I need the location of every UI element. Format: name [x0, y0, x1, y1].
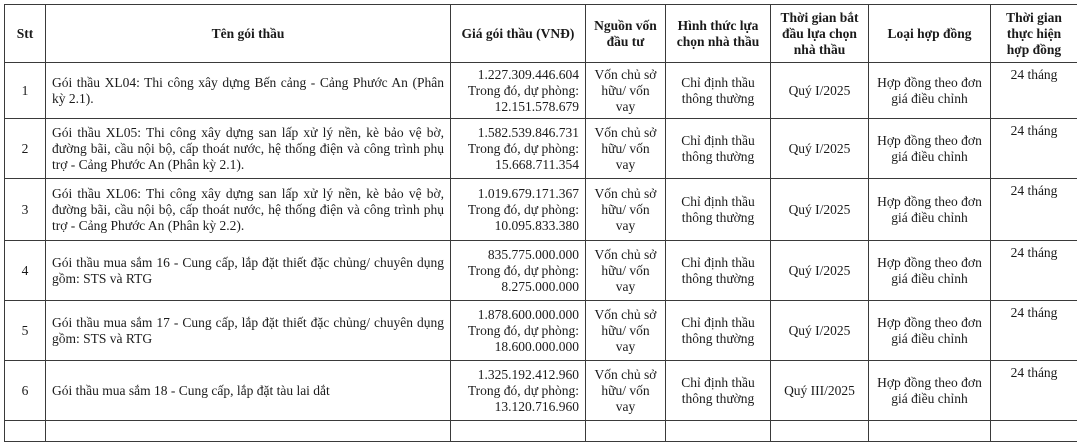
header-price: Giá gói thầu (VNĐ) [451, 5, 586, 63]
partial-cell [666, 421, 771, 442]
row-source: Vốn chủ sở hữu/ vốn vay [586, 301, 666, 361]
row-reserve: 15.668.711.354 [455, 157, 579, 173]
row-reserve-label: Trong đó, dự phòng: [455, 83, 579, 99]
row-duration: 24 tháng [991, 301, 1077, 361]
partial-cell [991, 421, 1077, 442]
row-reserve-label: Trong đó, dự phòng: [455, 141, 579, 157]
header-source: Nguồn vốn đầu tư [586, 5, 666, 63]
row-method: Chỉ định thầu thông thường [666, 301, 771, 361]
row-contract: Hợp đồng theo đơn giá điều chỉnh [869, 63, 991, 119]
row-reserve-label: Trong đó, dự phòng: [455, 383, 579, 399]
row-duration: 24 tháng [991, 63, 1077, 119]
row-reserve: 10.095.833.380 [455, 218, 579, 234]
row-contract: Hợp đồng theo đơn giá điều chỉnh [869, 179, 991, 241]
row-price-cell [451, 119, 586, 179]
header-start: Thời gian bắt đầu lựa chọn nhà thầu [771, 5, 869, 63]
row-method: Chỉ định thầu thông thường [666, 63, 771, 119]
row-start: Quý I/2025 [771, 179, 869, 241]
row-duration: 24 tháng [991, 179, 1077, 241]
row-source: Vốn chủ sở hữu/ vốn vay [586, 241, 666, 301]
row-price: 1.019.679.171.367 [455, 186, 579, 202]
row-price-cell [451, 301, 586, 361]
row-duration: 24 tháng [991, 241, 1077, 301]
row-start: Quý I/2025 [771, 301, 869, 361]
table-row-partial [5, 421, 1077, 442]
header-duration: Thời gian thực hiện hợp đồng [991, 5, 1077, 63]
row-contract: Hợp đồng theo đơn giá điều chỉnh [869, 361, 991, 421]
row-source: Vốn chủ sở hữu/ vốn vay [586, 119, 666, 179]
row-name: Gói thầu mua sắm 18 - Cung cấp, lắp đặt tàu lai dắt [46, 361, 451, 421]
row-price: 1.227.309.446.604 [455, 67, 579, 83]
table-row [5, 361, 1077, 421]
row-start: Quý I/2025 [771, 119, 869, 179]
row-stt: 6 [5, 361, 46, 421]
row-price: 1.878.600.000.000 [455, 307, 579, 323]
row-source: Vốn chủ sở hữu/ vốn vay [586, 63, 666, 119]
table-header-row [5, 5, 1077, 63]
row-reserve: 8.275.000.000 [455, 279, 579, 295]
partial-cell [771, 421, 869, 442]
row-reserve-label: Trong đó, dự phòng: [455, 202, 579, 218]
table-row [5, 63, 1077, 119]
partial-cell [5, 421, 46, 442]
row-contract: Hợp đồng theo đơn giá điều chỉnh [869, 301, 991, 361]
partial-cell [869, 421, 991, 442]
row-start: Quý I/2025 [771, 241, 869, 301]
row-contract: Hợp đồng theo đơn giá điều chỉnh [869, 241, 991, 301]
row-price: 835.775.000.000 [455, 247, 579, 263]
table-row [5, 119, 1077, 179]
row-start: Quý I/2025 [771, 63, 869, 119]
header-contract: Loại hợp đồng [869, 5, 991, 63]
partial-cell [451, 421, 586, 442]
table-row [5, 301, 1077, 361]
row-stt: 2 [5, 119, 46, 179]
row-reserve: 18.600.000.000 [455, 339, 579, 355]
bid-packages-table [4, 4, 1077, 442]
row-method: Chỉ định thầu thông thường [666, 119, 771, 179]
row-stt: 4 [5, 241, 46, 301]
row-name: Gói thầu XL06: Thi công xây dựng san lấp xử lý nền, kè bảo vệ bờ, đường bãi, cầu nội bộ, cấp thoát nước, hệ thống điện và công trình phụ trợ - Cảng Phước An (Phân kỳ 2.2). [46, 179, 451, 241]
row-stt: 1 [5, 63, 46, 119]
row-name: Gói thầu mua sắm 16 - Cung cấp, lắp đặt thiết đặc chủng/ chuyên dụng gồm: STS và RTG [46, 241, 451, 301]
row-price: 1.325.192.412.960 [455, 367, 579, 383]
row-name: Gói thầu XL04: Thi công xây dựng Bến cảng - Cảng Phước An (Phân kỳ 2.1). [46, 63, 451, 119]
row-reserve: 12.151.578.679 [455, 99, 579, 115]
partial-cell [586, 421, 666, 442]
row-name: Gói thầu mua sắm 17 - Cung cấp, lắp đặt thiết đặc chủng/ chuyên dụng gồm: STS và RTG [46, 301, 451, 361]
row-price-cell [451, 361, 586, 421]
row-stt: 5 [5, 301, 46, 361]
row-name: Gói thầu XL05: Thi công xây dựng san lấp xử lý nền, kè bảo vệ bờ, đường bãi, cầu nội bộ, cấp thoát nước, hệ thống điện và công trình phụ trợ - Cảng Phước An (Phân kỳ 2.1). [46, 119, 451, 179]
partial-cell [46, 421, 451, 442]
row-reserve-label: Trong đó, dự phòng: [455, 263, 579, 279]
row-duration: 24 tháng [991, 119, 1077, 179]
row-price-cell [451, 241, 586, 301]
header-method: Hình thức lựa chọn nhà thầu [666, 5, 771, 63]
row-price-cell [451, 179, 586, 241]
row-source: Vốn chủ sở hữu/ vốn vay [586, 179, 666, 241]
row-source: Vốn chủ sở hữu/ vốn vay [586, 361, 666, 421]
row-reserve: 13.120.716.960 [455, 399, 579, 415]
table-row [5, 241, 1077, 301]
row-method: Chỉ định thầu thông thường [666, 241, 771, 301]
row-start: Quý III/2025 [771, 361, 869, 421]
row-method: Chỉ định thầu thông thường [666, 361, 771, 421]
table-row [5, 179, 1077, 241]
header-name: Tên gói thầu [46, 5, 451, 63]
header-stt: Stt [5, 5, 46, 63]
row-contract: Hợp đồng theo đơn giá điều chỉnh [869, 119, 991, 179]
row-stt: 3 [5, 179, 46, 241]
row-price: 1.582.539.846.731 [455, 125, 579, 141]
row-method: Chỉ định thầu thông thường [666, 179, 771, 241]
row-reserve-label: Trong đó, dự phòng: [455, 323, 579, 339]
row-price-cell [451, 63, 586, 119]
row-duration: 24 tháng [991, 361, 1077, 421]
